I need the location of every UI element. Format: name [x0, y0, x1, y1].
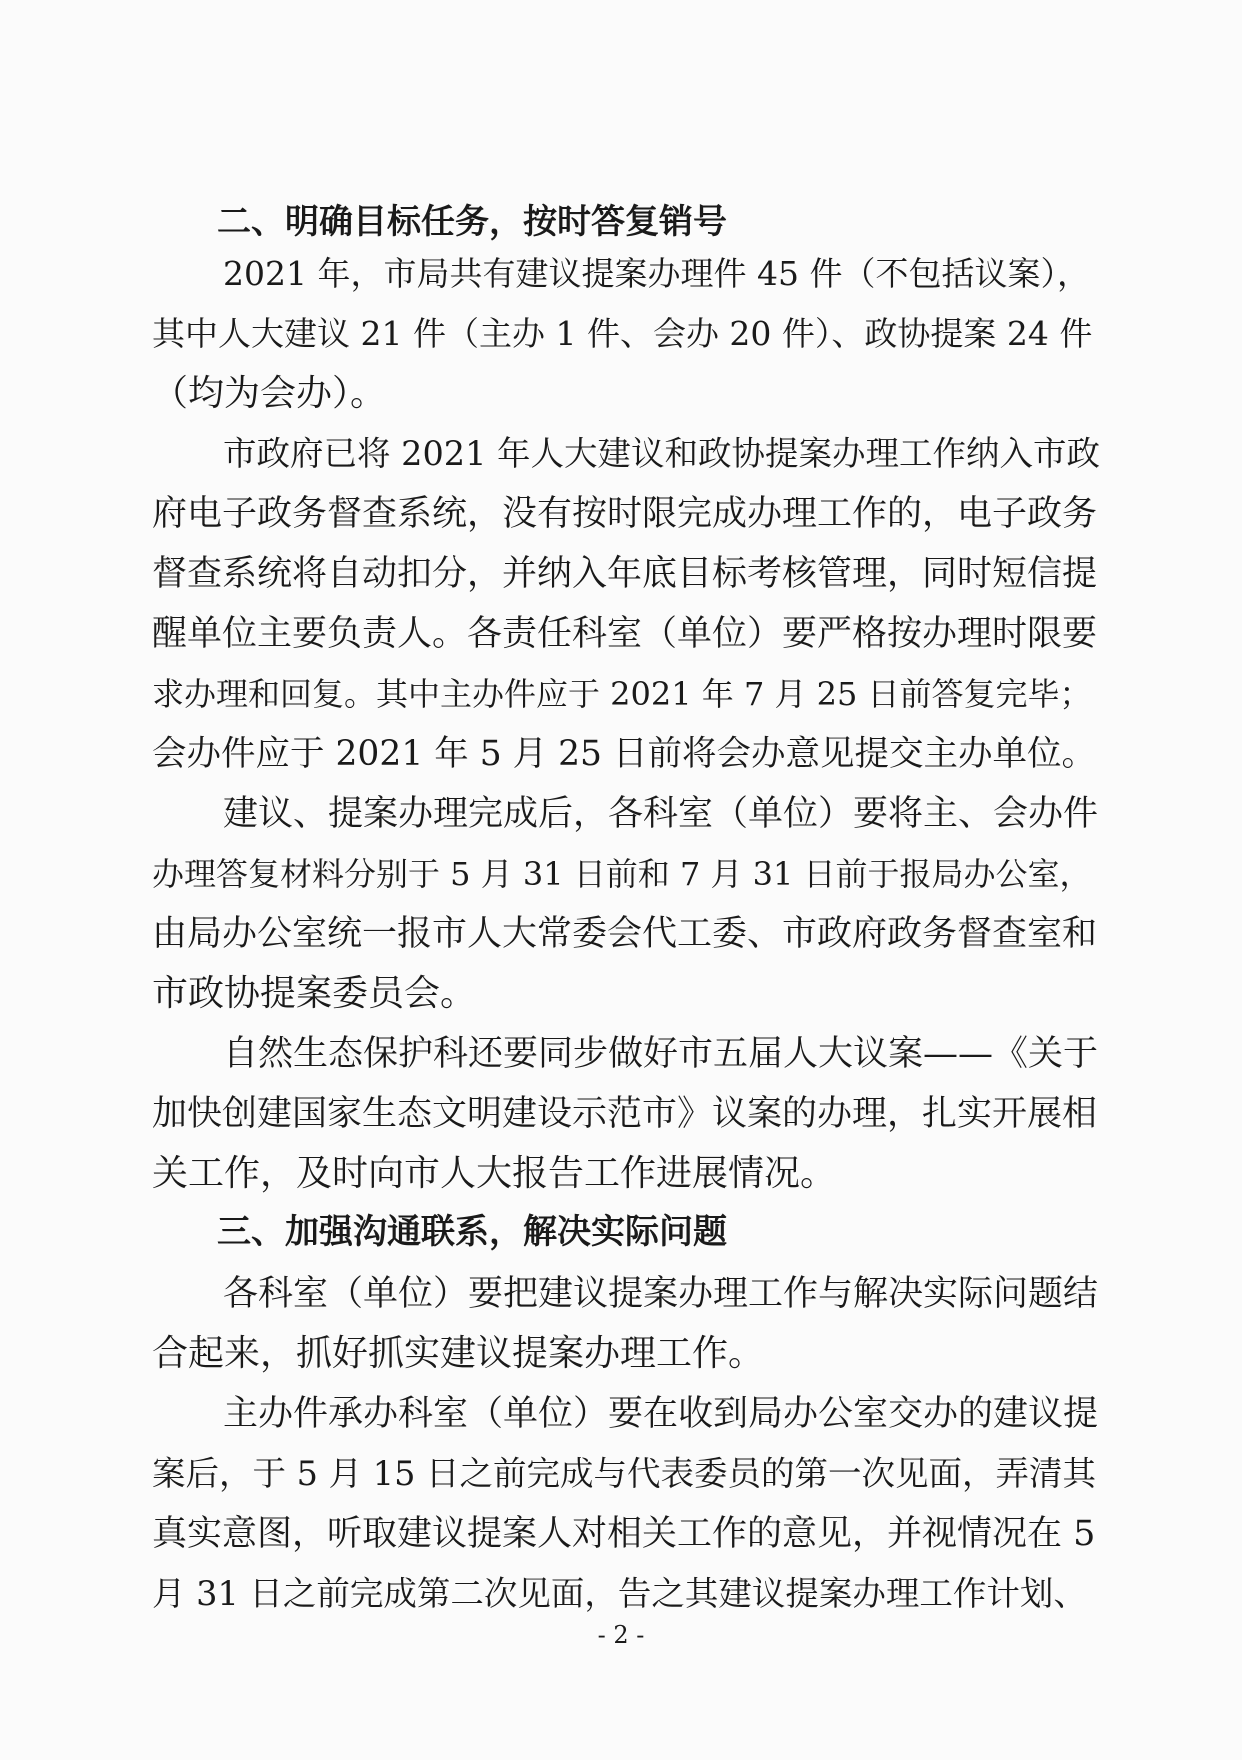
paragraph-line: 建议、提案办理完成后，各科室（单位）要将主、会办件 [223, 794, 1099, 834]
paragraph-line: （均为会办）。 [152, 373, 387, 414]
paragraph-line: 合起来，抓好抓实建议提案办理工作。 [152, 1333, 765, 1374]
paragraph-line: 月 31 日之前完成第二次见面，告之其建议提案办理工作计划、 [152, 1574, 1087, 1613]
paragraph-line: 府电子政务督查系统，没有按时限完成办理工作的，电子政务 [152, 494, 1098, 534]
paragraph-line: 市政协提案委员会。 [152, 973, 477, 1014]
page-number: - 2 - [597, 1621, 645, 1649]
paragraph-line: 加快创建国家生态文明建设示范市》议案的办理，扎实开展相 [152, 1094, 1098, 1134]
paragraph-line: 其中人大建议 21 件（主办 1 件、会办 20 件）、政协提案 24 件 [152, 314, 1093, 353]
paragraph-line: 关工作，及时向市人大报告工作进展情况。 [152, 1153, 837, 1194]
paragraph-line: 醒单位主要负责人。各责任科室（单位）要严格按办理时限要 [152, 614, 1098, 654]
paragraph-line: 求办理和回复。其中主办件应于 2021 年 7 月 25 日前答复完毕； [152, 675, 1092, 713]
paragraph-line: 督查系统将自动扣分，并纳入年底目标考核管理，同时短信提 [152, 554, 1098, 594]
paragraph-line: 由局办公室统一报市人大常委会代工委、市政府政务督查室和 [152, 914, 1098, 954]
paragraph-line: 2021 年，市局共有建议提案办理件 45 件（不包括议案）， [223, 254, 1090, 293]
paragraph-line: 市政府已将 2021 年人大建议和政协提案办理工作纳入市政 [223, 434, 1101, 473]
section-heading: 三、加强沟通联系，解决实际问题 [217, 1212, 727, 1252]
paragraph-line: 办理答复材料分别于 5 月 31 日前和 7 月 31 日前于报局办公室， [152, 855, 1092, 893]
paragraph-line: 自然生态保护科还要同步做好市五届人大议案——《关于 [223, 1034, 1099, 1074]
section-heading: 二、明确目标任务，按时答复销号 [217, 202, 727, 242]
paragraph-line: 案后，于 5 月 15 日之前完成与代表委员的第一次见面，弄清其 [152, 1454, 1097, 1493]
paragraph-line: 各科室（单位）要把建议提案办理工作与解决实际问题结 [223, 1274, 1099, 1314]
paragraph-line: 真实意图，听取建议提案人对相关工作的意见，并视情况在 5 [152, 1514, 1096, 1554]
paragraph-line: 会办件应于 2021 年 5 月 25 日前将会办意见提交主办单位。 [152, 734, 1096, 774]
paragraph-line: 主办件承办科室（单位）要在收到局办公室交办的建议提 [223, 1394, 1099, 1434]
